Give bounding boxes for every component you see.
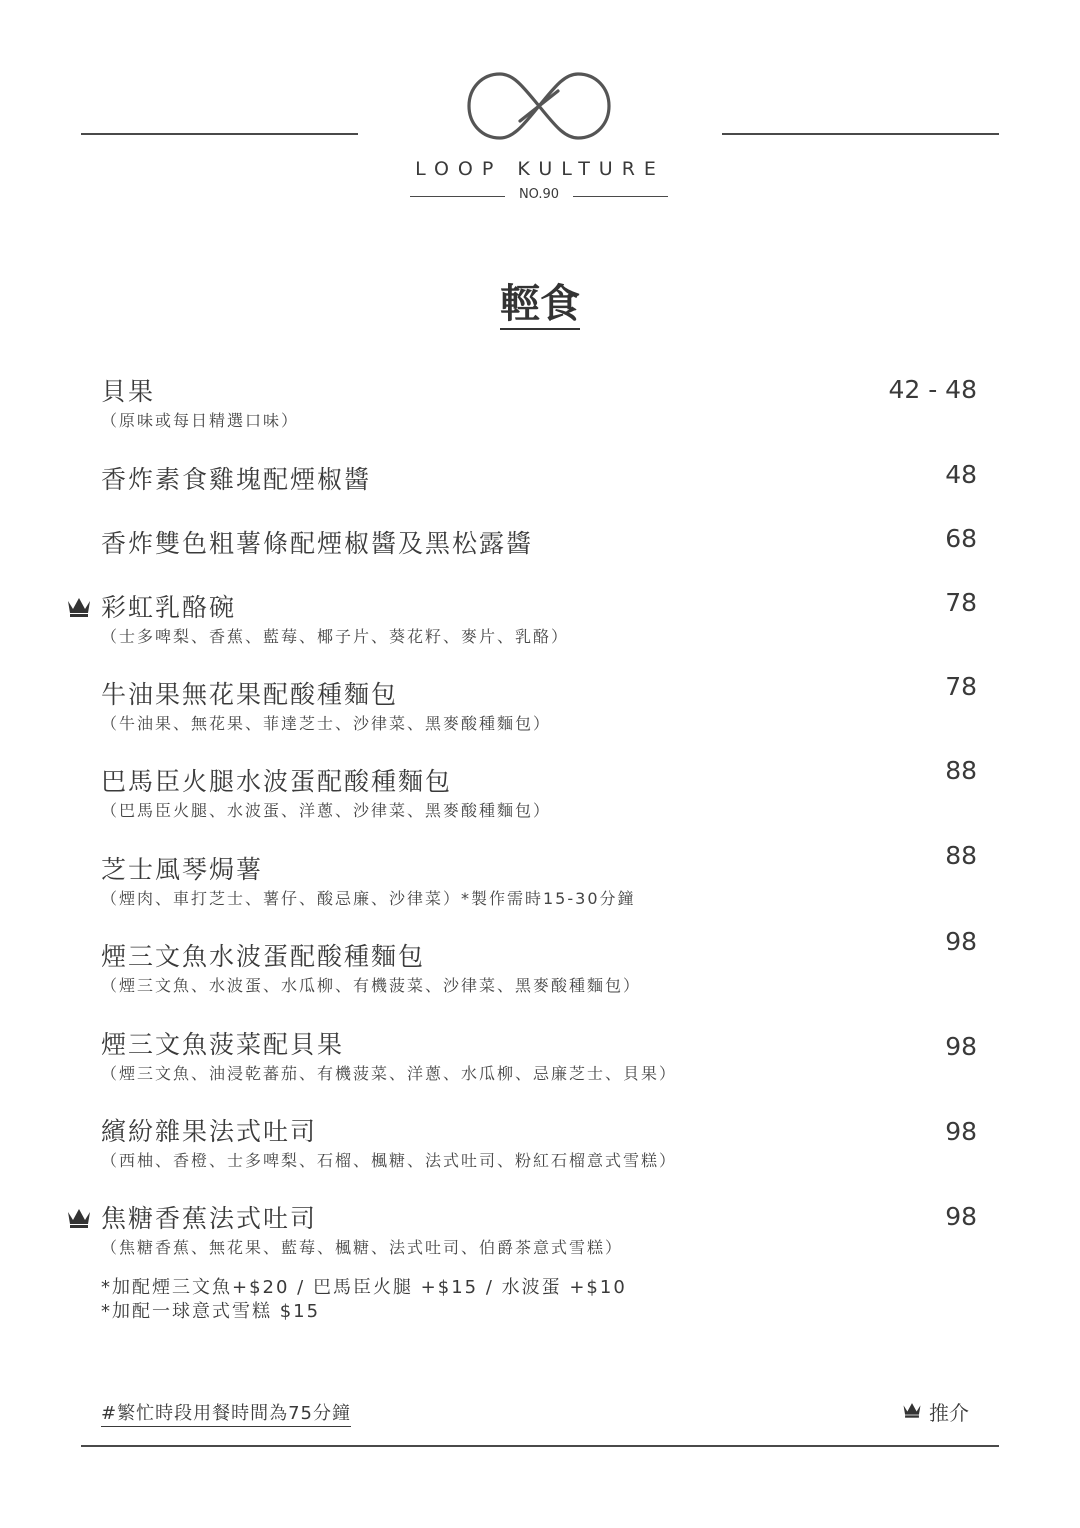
section-title [0, 272, 1080, 329]
section-title-text: 輕食 [500, 281, 580, 330]
brand-name: LOOP KULTURE [415, 158, 665, 180]
dining-time-note: #繁忙時段用餐時間為75分鐘 [101, 1399, 351, 1427]
item-name: 彩虹乳酪碗 [101, 593, 237, 622]
item-desc: （牛油果、無花果、菲達芝士、沙律菜、黑麥酸種麵包） [101, 714, 552, 733]
item-name: 牛油果無花果配酸種麵包 [101, 680, 399, 709]
item-desc: （士多啤梨、香蕉、藍莓、椰子片、葵花籽、麥片、乳酪） [101, 627, 570, 646]
item-name: 巴馬臣火腿水波蛋配酸種麵包 [101, 767, 453, 796]
loop-logo-icon [462, 66, 616, 146]
addons-note [101, 1276, 627, 1324]
item-desc: （焦糖香蕉、無花果、藍莓、楓糖、法式吐司、伯爵茶意式雪糕） [101, 1238, 624, 1257]
header-divider-left [81, 133, 358, 135]
footer-divider [81, 1445, 999, 1447]
crown-icon [66, 1207, 92, 1229]
item-price: 48 [945, 460, 977, 489]
item-name: 焦糖香蕉法式吐司 [101, 1204, 318, 1233]
item-desc: （巴馬臣火腿、水波蛋、洋蔥、沙律菜、黑麥酸種麵包） [101, 801, 552, 820]
brand-sub [410, 186, 668, 206]
item-price: 98 [945, 927, 977, 956]
item-price: 88 [945, 756, 977, 785]
item-price: 98 [945, 1202, 977, 1231]
item-name: 香炸雙色粗薯條配煙椒醬及黑松露醬 [101, 529, 534, 558]
item-name: 芝士風琴焗薯 [101, 855, 264, 884]
item-price: 68 [945, 524, 977, 553]
item-name: 香炸素食雞塊配煙椒醬 [101, 465, 372, 494]
item-price: 98 [945, 1117, 977, 1146]
item-price: 42 - 48 [888, 375, 977, 404]
item-desc: （煙肉、車打芝士、薯仔、酸忌廉、沙律菜）*製作需時15-30分鐘 [101, 889, 636, 908]
brand-number: NO.90 [518, 187, 560, 202]
item-price: 78 [945, 672, 977, 701]
legend-label: 推介 [929, 1401, 969, 1425]
item-price: 98 [945, 1032, 977, 1061]
item-desc: （西柚、香橙、士多啤梨、石榴、楓糖、法式吐司、粉紅石榴意式雪糕） [101, 1151, 678, 1170]
crown-icon [66, 596, 92, 618]
crown-icon [902, 1401, 922, 1419]
item-name: 繽紛雜果法式吐司 [101, 1117, 318, 1146]
item-price: 88 [945, 841, 977, 870]
item-price: 78 [945, 588, 977, 617]
item-name: 貝果 [101, 377, 156, 406]
addon-line: *加配煙三文魚+$20 / 巴馬臣火腿 +$15 / 水波蛋 +$10 [101, 1277, 627, 1298]
brand-sub-divider-right [573, 196, 668, 197]
header-divider-right [722, 133, 999, 135]
addon-line: *加配一球意式雪糕 $15 [101, 1301, 321, 1322]
item-desc: （煙三文魚、油浸乾蕃茄、有機菠菜、洋蔥、水瓜柳、忌廉芝士、貝果） [101, 1064, 678, 1083]
item-desc: （原味或每日精選口味） [101, 411, 300, 430]
item-name: 煙三文魚水波蛋配酸種麵包 [101, 942, 426, 971]
item-name: 煙三文魚菠菜配貝果 [101, 1030, 345, 1059]
item-desc: （煙三文魚、水波蛋、水瓜柳、有機菠菜、沙律菜、黑麥酸種麵包） [101, 976, 642, 995]
